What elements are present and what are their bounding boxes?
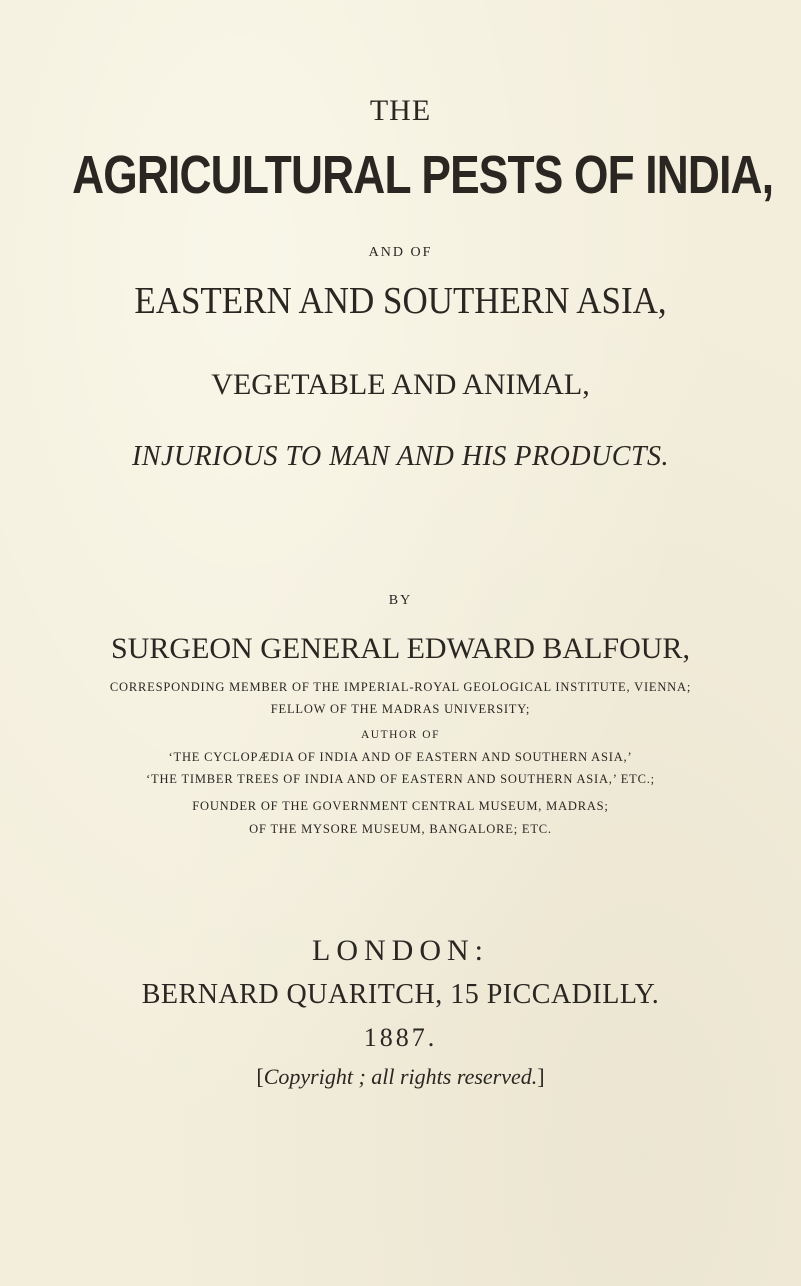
imprint-city: LONDON: — [312, 934, 489, 967]
imprint-year: 1887. — [363, 1023, 438, 1052]
by-line: BY — [388, 593, 413, 608]
credential-fellow: FELLOW OF THE MADRAS UNIVERSITY; — [270, 702, 531, 716]
imprint-publisher: BERNARD QUARITCH, 15 PICCADILLY. — [141, 979, 660, 1010]
copyright-text: Copyright ; all rights reserved. — [263, 1064, 538, 1089]
title-region: EASTERN AND SOUTHERN ASIA, — [134, 280, 667, 322]
credential-cyclopaedia: ‘THE CYCLOPÆDIA OF INDIA AND OF EASTERN AND SOUTHERN ASIA,’ — [168, 750, 633, 764]
credential-mysore: OF THE MYSORE MUSEUM, BANGALORE; ETC. — [249, 822, 552, 836]
credential-corresponding: CORRESPONDING MEMBER OF THE IMPERIAL-ROYAL GEOLOGICAL INSTITUTE, VIENNA; — [109, 680, 692, 694]
credential-timber: ‘THE TIMBER TREES OF INDIA AND OF EASTERN AND SOUTHERN ASIA,’ ETC.; — [146, 772, 655, 786]
subtitle: INJURIOUS TO MAN AND HIS PRODUCTS. — [131, 441, 670, 472]
main-title: AGRICULTURAL PESTS OF INDIA, — [72, 145, 774, 205]
title-conjunction: AND OF — [368, 245, 433, 260]
title-kinds: VEGETABLE AND ANIMAL, — [211, 368, 590, 401]
copyright-bracket-open: [ — [256, 1064, 264, 1089]
title-article: THE — [369, 94, 432, 127]
credential-founder: FOUNDER OF THE GOVERNMENT CENTRAL MUSEUM, MADRAS; — [192, 799, 609, 813]
copyright-bracket-close: ] — [537, 1064, 545, 1089]
credential-author-of: AUTHOR OF — [361, 729, 440, 741]
copyright-notice — [0, 1066, 801, 1088]
author-name: SURGEON GENERAL EDWARD BALFOUR, — [111, 632, 690, 665]
